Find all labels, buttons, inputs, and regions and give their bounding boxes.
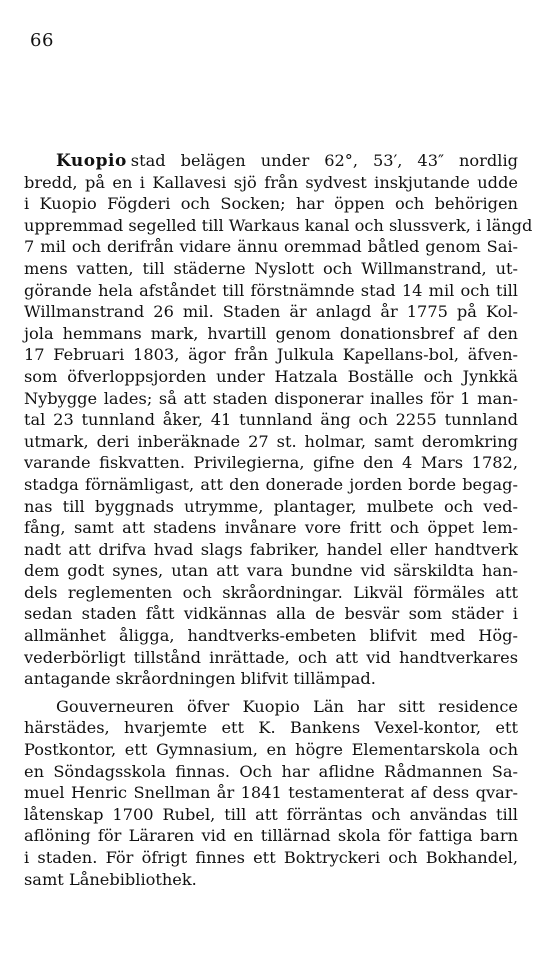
text-line: vederbörligt tillstånd inrättade, och att vid handtverkares — [24, 647, 518, 667]
text-line: tal 23 tunnland åker, 41 tunnland äng och 2255 tunnland — [24, 410, 518, 430]
text-line: 17 Februari 1803, ägor från Julkula Kapellans-bol, äfven- — [24, 345, 518, 365]
text-line: i staden. För öfrigt finnes ett Boktryckeri och Bokhandel, — [24, 848, 518, 867]
text-line: sedan staden fått vidkännas alla de besvär som städer i — [24, 604, 518, 624]
text-line: bredd, på en i Kallavesi sjö från sydvest inskjutande udde — [24, 172, 518, 192]
text-line-1 — [24, 150, 518, 172]
text-line: en Söndagsskola finnas. Och har aflidne Rådmannen Sa- — [24, 761, 518, 781]
article-text — [24, 150, 533, 890]
text-line: dem godt synes, utan att vara bundne vid särskildta han- — [24, 561, 518, 581]
text-line: härstädes, hvarjemte ett K. Bankens Vexel-kontor, ett — [24, 718, 518, 738]
text-line: nas till byggnads utrymme, plantager, mulbete och ved- — [24, 496, 518, 516]
headword: Kuopio — [56, 151, 127, 171]
text-line: aflöning för Läraren vid en tillärnad skola för fattiga barn — [24, 826, 518, 846]
text-line: i Kuopio Fögderi och Socken; har öppen och behörigen — [24, 194, 518, 214]
text-line: utmark, deri inberäknade 27 st. holmar, samt deromkring — [24, 431, 518, 451]
text-line: stadga förnämligast, att den donerade jorden borde begag- — [24, 474, 518, 494]
text-line: låtenskap 1700 Rubel, till att förräntas och användas till — [24, 804, 518, 824]
text-line: nadt att drifva hvad slags fabriker, handel eller handtverk — [24, 539, 518, 559]
text-line: samt Lånebibliothek. — [24, 869, 197, 889]
text-line: Nybygge lades; så att staden disponerar inalles för 1 man- — [24, 388, 518, 408]
text-line: jola hemmans mark, hvartill genom donationsbref af den — [24, 323, 518, 343]
text-line: Gouverneuren öfver Kuopio Län har sitt residence — [56, 696, 518, 716]
page-number: 66 — [30, 30, 54, 51]
text-line: uppremmad segelled till Warkaus kanal och slussverk, i längd — [24, 215, 533, 235]
text-line: Postkontor, ett Gymnasium, en högre Elementarskola och — [24, 740, 518, 760]
text-line: görande hela afståndet till förstnämnde stad 14 mil och till — [24, 280, 518, 300]
text-line: antagande skråordningen blifvit tillämpad. — [24, 669, 376, 689]
text-line-content: stad belägen under 62°, 53′, 43″ nordlig — [130, 151, 518, 170]
text-line: varande fiskvatten. Privilegierna, gifne den 4 Mars 1782, — [24, 453, 518, 473]
text-line: muel Henric Snellman år 1841 testamenterat af dess qvar- — [24, 783, 518, 803]
text-line: fång, samt att stadens invånare vore fritt och öppet lem- — [24, 518, 518, 538]
text-line: Willmanstrand 26 mil. Staden är anlagd år 1775 på Kol- — [24, 302, 518, 322]
text-line: 7 mil och derifrån vidare ännu oremmad båtled genom Sai- — [24, 237, 518, 257]
text-line: som öfverloppsjorden under Hatzala Boställe och Jynkkä — [24, 366, 518, 386]
text-line: mens vatten, till städerne Nyslott och Willmanstrand, ut- — [24, 258, 518, 278]
text-line: allmänhet åligga, handtverks-embeten blifvit med Hög- — [24, 626, 518, 646]
text-line: dels reglementen och skråordningar. Likväl förmäles att — [24, 582, 518, 602]
